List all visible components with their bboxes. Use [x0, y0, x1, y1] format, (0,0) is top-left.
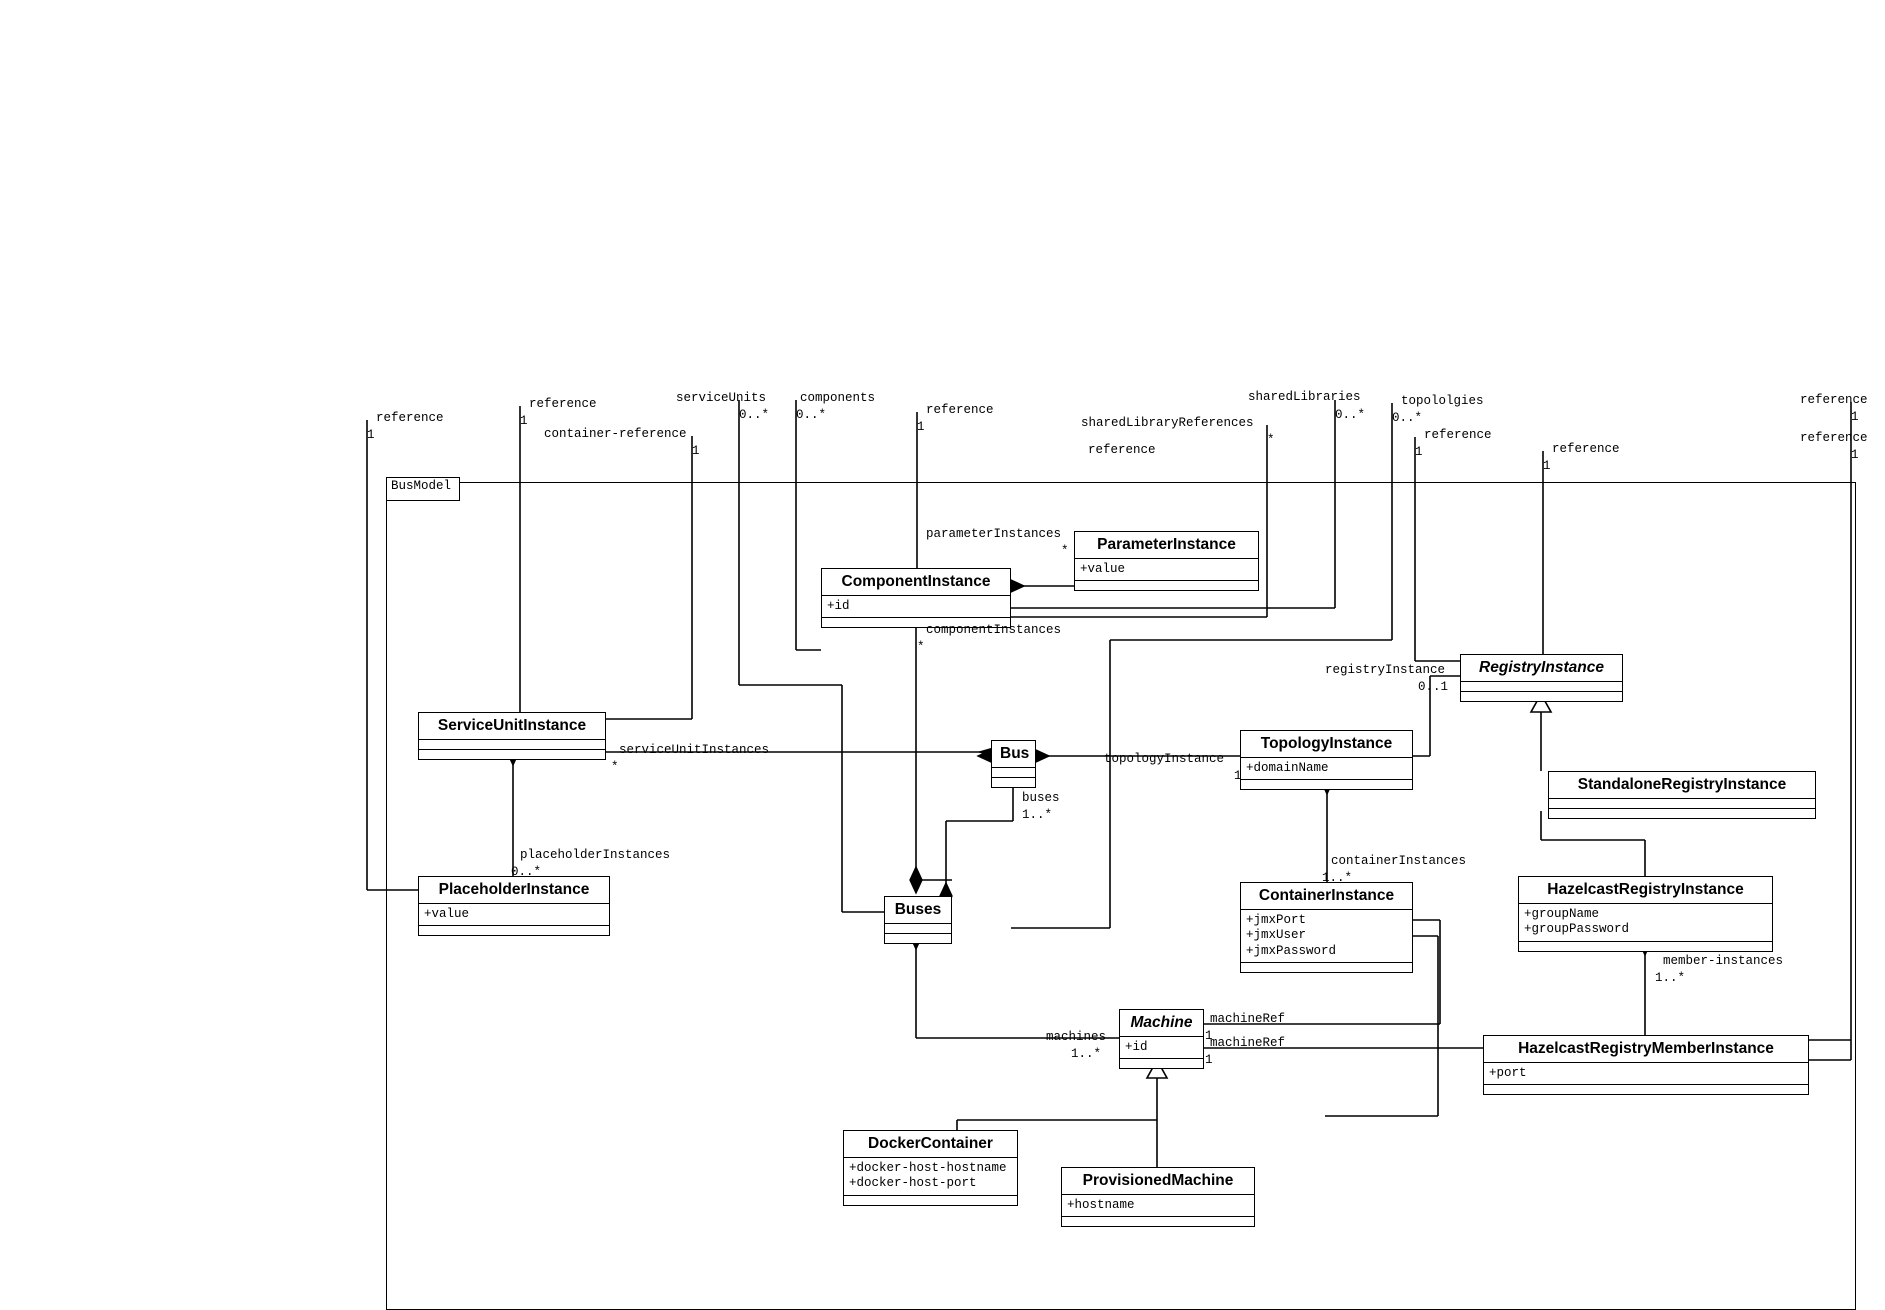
edge-label: 1 [1205, 1053, 1213, 1067]
class-attribute: +hostname [1067, 1197, 1135, 1212]
class-attribute: +groupPassword [1524, 922, 1630, 937]
edge-label: reference [1800, 431, 1868, 445]
class-box-containerinstance[interactable] [1240, 882, 1413, 973]
class-box-hazelcastregistryinstance[interactable] [1518, 876, 1773, 952]
class-operations-compartment [1484, 1084, 1808, 1094]
edge-label: 0..1 [1418, 680, 1449, 694]
class-name: Machine [1130, 1014, 1193, 1031]
class-attribute: +id [827, 598, 850, 613]
edge-label: 1 [1205, 1029, 1213, 1043]
edge-label: reference [1088, 443, 1156, 457]
edge-label: 0..* [796, 408, 827, 422]
class-attribute: +jmxPort [1246, 912, 1307, 927]
class-operations-compartment [1075, 580, 1258, 590]
edge-label: topologyInstance [1104, 752, 1225, 766]
edge-label: containerInstances [1331, 854, 1467, 868]
class-operations-compartment [1461, 691, 1622, 701]
class-box-machine[interactable] [1119, 1009, 1204, 1069]
edge-label: sharedLibraries [1248, 390, 1361, 404]
class-operations-compartment [1519, 941, 1772, 951]
class-attributes [1241, 758, 1412, 779]
edge-label: reference [1424, 428, 1492, 442]
edge-label: 1..* [1322, 871, 1353, 885]
class-attribute: +value [1080, 561, 1126, 576]
class-box-parameterinstance[interactable] [1074, 531, 1259, 591]
class-name: ParameterInstance [1097, 536, 1236, 553]
class-operations-compartment [992, 777, 1035, 787]
edge-label: reference [376, 411, 444, 425]
edge-label: 1 [1234, 769, 1242, 783]
class-operations-compartment [419, 749, 605, 759]
edge-label: reference [1552, 442, 1620, 456]
edge-label: reference [529, 397, 597, 411]
edge-label: registryInstance [1325, 663, 1446, 677]
class-attributes [1241, 910, 1412, 962]
class-operations-compartment [1062, 1216, 1254, 1226]
edge-label: 1 [1851, 448, 1859, 462]
edge-label: buses [1022, 791, 1060, 805]
class-operations-compartment [419, 925, 609, 935]
edge-label: machines [1046, 1030, 1107, 1044]
edge-label: serviceUnitInstances [619, 743, 770, 757]
edge-label: 0..* [1392, 411, 1423, 425]
class-attribute: +docker-host-hostname [849, 1160, 1007, 1175]
class-attribute: +port [1489, 1065, 1527, 1080]
package-label: BusModel [386, 477, 460, 501]
class-operations-compartment [1549, 808, 1815, 818]
class-name: ServiceUnitInstance [437, 717, 587, 734]
edge-label: 1 [1415, 445, 1423, 459]
edge-label: machineRef [1210, 1036, 1286, 1050]
class-box-registryinstance[interactable] [1460, 654, 1623, 702]
class-name: ProvisionedMachine [1082, 1172, 1234, 1189]
class-name: RegistryInstance [1479, 659, 1604, 676]
edge-label: * [611, 760, 619, 774]
class-attributes [822, 596, 1010, 617]
edge-label: 1 [520, 414, 528, 428]
edge-label: * [917, 640, 925, 654]
class-name: Bus [1000, 745, 1030, 762]
edge-label: serviceUnits [676, 391, 767, 405]
class-attributes-compartment [1461, 682, 1622, 691]
class-attributes-compartment [1549, 799, 1815, 808]
edge-label: member-instances [1663, 954, 1784, 968]
class-attributes [844, 1158, 1017, 1195]
class-attribute: +jmxUser [1246, 928, 1307, 943]
class-name: ContainerInstance [1258, 887, 1395, 904]
edge-label: container-reference [544, 427, 687, 441]
edge-label: 1 [1851, 410, 1859, 424]
class-attributes [1484, 1063, 1808, 1084]
class-box-dockercontainer[interactable] [843, 1130, 1018, 1206]
edge-label: * [1061, 544, 1069, 558]
edge-label: 0..* [739, 408, 770, 422]
class-box-hazelcastregistrymemberinstance[interactable] [1483, 1035, 1809, 1095]
class-box-bus[interactable] [991, 740, 1036, 788]
class-attributes [1062, 1195, 1254, 1216]
class-name: ComponentInstance [841, 573, 991, 590]
class-box-provisionedmachine[interactable] [1061, 1167, 1255, 1227]
class-name: HazelcastRegistryMemberInstance [1518, 1040, 1774, 1057]
edge-label: * [1267, 433, 1275, 447]
class-attribute: +docker-host-port [849, 1176, 977, 1191]
edge-label: topololgies [1401, 394, 1484, 408]
edge-label: 1..* [1655, 971, 1686, 985]
class-box-buses[interactable] [884, 896, 952, 944]
class-attribute: +id [1125, 1039, 1148, 1054]
edge-label: 1 [367, 428, 375, 442]
class-attribute: +groupName [1524, 906, 1600, 921]
class-operations-compartment [844, 1195, 1017, 1205]
class-operations-compartment [885, 933, 951, 943]
class-box-componentinstance[interactable] [821, 568, 1011, 628]
edge-label: 1 [692, 444, 700, 458]
class-attributes [1519, 904, 1772, 941]
edge-label: machineRef [1210, 1012, 1286, 1026]
class-name: PlaceholderInstance [438, 881, 590, 898]
class-name: HazelcastRegistryInstance [1547, 881, 1744, 898]
edge-label: 0..* [511, 865, 542, 879]
edge-label: parameterInstances [926, 527, 1062, 541]
class-attributes-compartment [992, 768, 1035, 777]
class-attributes [419, 904, 609, 925]
edge-label: components [800, 391, 876, 405]
class-box-topologyinstance[interactable] [1240, 730, 1413, 790]
class-box-serviceunitinstance[interactable] [418, 712, 606, 760]
class-attributes-compartment [885, 924, 951, 933]
edge-label: 1..* [1022, 808, 1053, 822]
edge-label: 1 [1543, 459, 1551, 473]
class-attribute: +value [424, 906, 470, 921]
edge-label: sharedLibraryReferences [1081, 416, 1254, 430]
class-name: TopologyInstance [1260, 735, 1393, 752]
class-attributes [1075, 559, 1258, 580]
class-name: DockerContainer [868, 1135, 993, 1152]
class-attributes [1120, 1037, 1203, 1058]
class-box-standaloneregistryinstance[interactable] [1548, 771, 1816, 819]
edge-label: componentInstances [926, 623, 1062, 637]
edge-label: 0..* [1335, 408, 1366, 422]
edge-label: 1..* [1071, 1047, 1102, 1061]
class-name: StandaloneRegistryInstance [1577, 776, 1787, 793]
edge-label: reference [926, 403, 994, 417]
class-attributes-compartment [419, 740, 605, 749]
edge-label: reference [1800, 393, 1868, 407]
edge-label: 1 [917, 420, 925, 434]
class-box-placeholderinstance[interactable] [418, 876, 610, 936]
class-operations-compartment [1120, 1058, 1203, 1068]
edge-label: placeholderInstances [520, 848, 671, 862]
class-operations-compartment [1241, 962, 1412, 972]
class-attribute: +domainName [1246, 760, 1329, 775]
class-name: Buses [894, 901, 942, 918]
class-operations-compartment [1241, 779, 1412, 789]
class-attribute: +jmxPassword [1246, 944, 1337, 959]
